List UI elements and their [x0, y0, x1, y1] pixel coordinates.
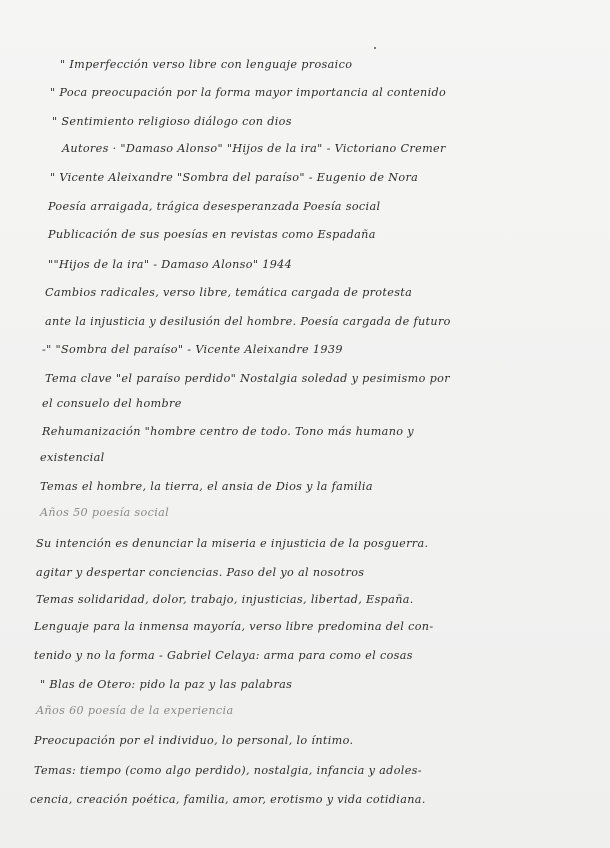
note-line: existencial — [40, 451, 105, 464]
section-heading: Años 50 poesía social — [40, 506, 170, 519]
note-line: el consuelo del hombre — [42, 397, 182, 410]
note-line: Preocupación por el individuo, lo personal, lo íntimo. — [34, 734, 354, 747]
note-line: Su intención es denunciar la miseria e injusticia de la posguerra. — [36, 537, 429, 550]
note-line: " Blas de Otero: pido la paz y las palabras — [40, 678, 293, 691]
note-line: agitar y despertar conciencias. Paso del yo al nosotros — [36, 566, 365, 579]
section-heading: Años 60 poesía de la experiencia — [36, 704, 234, 717]
note-line: Rehumanización "hombre centro de todo. Tono más humano y — [42, 425, 414, 438]
note-line: Poesía arraigada, trágica desesperanzada Poesía social — [48, 200, 381, 213]
note-line: " Vicente Aleixandre "Sombra del paraíso" - Eugenio de Nora — [50, 171, 419, 184]
note-line: Lenguaje para la inmensa mayoría, verso libre predomina del con- — [34, 620, 434, 633]
ink-dot — [374, 47, 376, 49]
note-line: -" "Sombra del paraíso" - Vicente Aleixandre 1939 — [42, 343, 343, 356]
note-line: Autores · "Damaso Alonso" "Hijos de la ira" - Victoriano Cremer — [62, 142, 446, 155]
note-line: Temas: tiempo (como algo perdido), nostalgia, infancia y adoles- — [34, 764, 422, 777]
note-line: ""Hijos de la ira" - Damaso Alonso" 1944 — [48, 258, 293, 271]
note-line: Temas solidaridad, dolor, trabajo, injusticias, libertad, España. — [36, 593, 414, 606]
note-line: " Sentimiento religioso diálogo con dios — [52, 115, 292, 128]
note-line: " Poca preocupación por la forma mayor importancia al contenido — [50, 86, 447, 99]
note-line: Temas el hombre, la tierra, el ansia de Dios y la familia — [40, 480, 373, 493]
note-line: Publicación de sus poesías en revistas como Espadaña — [48, 228, 376, 241]
note-line: Cambios radicales, verso libre, temática cargada de protesta — [45, 286, 413, 299]
note-line: " Imperfección verso libre con lenguaje prosaico — [60, 58, 353, 71]
note-line: Tema clave "el paraíso perdido" Nostalgia soledad y pesimismo por — [45, 372, 450, 385]
note-line: tenido y no la forma - Gabriel Celaya: arma para como el cosas — [34, 649, 413, 662]
note-line: ante la injusticia y desilusión del hombre. Poesía cargada de futuro — [45, 315, 451, 328]
note-line: cencia, creación poética, familia, amor, erotismo y vida cotidiana. — [30, 793, 426, 806]
